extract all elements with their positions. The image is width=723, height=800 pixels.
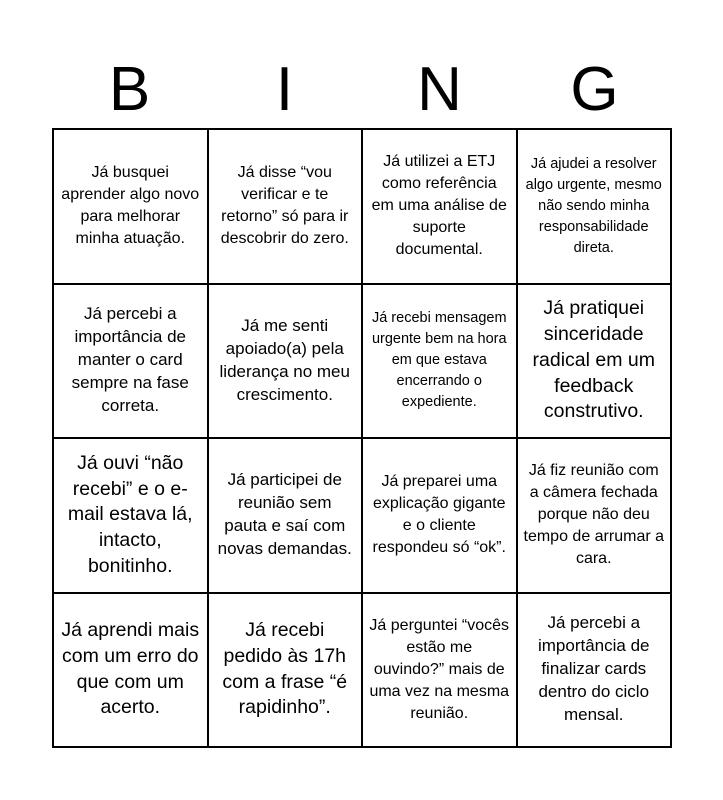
bingo-cell[interactable] (518, 439, 673, 594)
header-letter-n: N (417, 55, 462, 124)
bingo-cell[interactable] (209, 439, 364, 594)
bingo-cell[interactable] (518, 285, 673, 440)
bingo-cell[interactable] (54, 130, 209, 285)
bingo-cell[interactable] (363, 594, 518, 749)
bingo-cell[interactable] (209, 130, 364, 285)
bingo-cell[interactable] (54, 285, 209, 440)
bingo-cell[interactable] (54, 594, 209, 749)
header-letter-i: I (275, 55, 294, 124)
bingo-cell[interactable] (54, 439, 209, 594)
bingo-cell-text: Já perguntei “vocês estão me ouvindo?” mais de uma vez na mesma reunião. (369, 616, 510, 722)
bingo-cell-text: Já me senti apoiado(a) pela liderança no meu crescimento. (219, 315, 350, 404)
header-letter-g: G (570, 55, 619, 124)
bingo-cell[interactable] (363, 439, 518, 594)
bingo-cell-text: Já busquei aprender algo novo para melhorar minha atuação. (61, 164, 200, 248)
bingo-cell[interactable] (518, 130, 673, 285)
bingo-cell-text: Já fiz reunião com a câmera fechada porque não deu tempo de arrumar a cara. (523, 462, 665, 568)
bingo-cell-text: Já pratiquei sinceridade radical em um feedback construtivo. (532, 297, 655, 423)
bingo-cell-text: Já participei de reunião sem pauta e saí com novas demandas. (217, 470, 352, 559)
bingo-cell-text: Já ajudei a resolver algo urgente, mesmo não sendo minha responsabilidade direta. (525, 155, 662, 256)
bingo-cell[interactable] (209, 285, 364, 440)
bingo-cell-text: Já recebi pedido às 17h com a frase “é rapidinho”. (222, 619, 348, 719)
bingo-board (52, 128, 672, 748)
bingo-cell-text: Já disse “vou verificar e te retorno” só para ir descobrir do zero. (220, 164, 349, 248)
bingo-cell[interactable] (518, 594, 673, 749)
bingo-cell-text: Já utilizei a ETJ como referência em uma análise de suporte documental. (371, 153, 507, 259)
bingo-header (52, 52, 672, 128)
bingo-cell-text: Já percebi a importância de manter o card sempre na fase correta. (71, 304, 189, 416)
bingo-cell-text: Já preparei uma explicação gigante e o cliente respondeu só “ok”. (372, 473, 506, 557)
bingo-cell-text: Já percebi a importância de finalizar cards dentro do ciclo mensal. (537, 613, 650, 725)
bingo-cell[interactable] (363, 285, 518, 440)
header-letter-b: B (108, 55, 151, 124)
bingo-cell-text: Já recebi mensagem urgente bem na hora em que estava encerrando o expediente. (371, 310, 507, 411)
bingo-cell[interactable] (363, 130, 518, 285)
bingo-cell-text: Já aprendi mais com um erro do que com um acerto. (61, 619, 200, 719)
bingo-cell[interactable] (209, 594, 364, 749)
bingo-cell-text: Já ouvi “não recebi” e o e-mail estava lá, intacto, bonitinho. (67, 451, 193, 577)
